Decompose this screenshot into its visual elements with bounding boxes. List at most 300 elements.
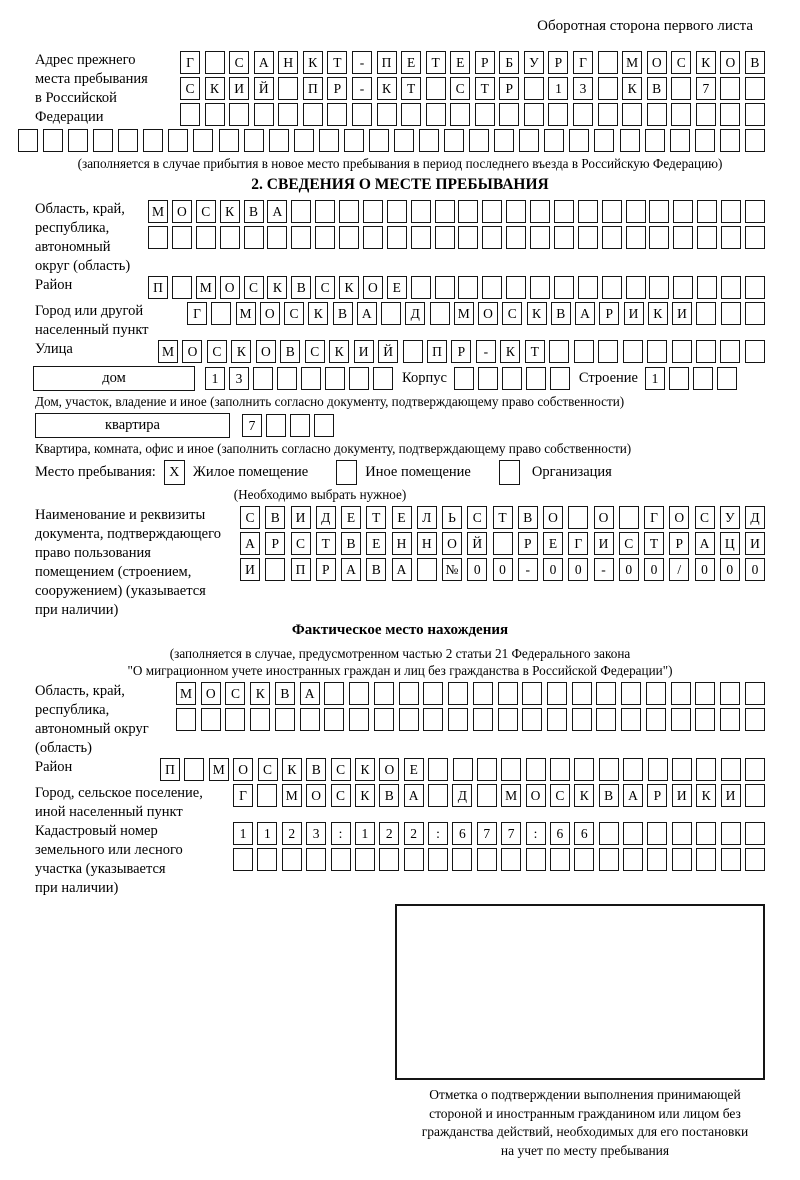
char-cell: 6 [550,822,570,845]
char-cell [645,129,665,152]
char-cell [469,129,489,152]
char-cell: Е [450,51,470,74]
label-line: автономный округ [35,721,149,737]
stroenie-label: Строение [578,370,638,386]
apartment-cells [242,414,334,437]
char-cell [596,708,616,731]
char-cell: М [282,784,302,807]
char-cell: В [366,558,386,581]
char-cell: - [476,340,496,363]
cadastre-row-2 [233,848,765,871]
section3-note [35,645,765,679]
char-cell [435,276,455,299]
char-cell: И [624,302,644,325]
char-cell: О [201,682,221,705]
char-cell [344,129,364,152]
char-cell [530,276,550,299]
house-cells [205,367,393,390]
document-block [35,506,765,620]
char-cell: К [303,51,323,74]
char-cell [598,77,618,100]
char-cell: Г [573,51,593,74]
char-cell: У [720,506,740,529]
char-cell [482,276,502,299]
char-cell [349,682,369,705]
confirmation-stamp-box [395,904,765,1080]
char-cell [522,708,542,731]
char-cell [244,226,264,249]
char-cell: М [148,200,168,223]
char-cell: М [158,340,178,363]
s3-district-label: Район [35,759,73,775]
char-cell [404,848,424,871]
char-cell [172,276,192,299]
char-cell [721,848,741,871]
char-cell: С [671,51,691,74]
char-cell: К [267,276,287,299]
label-line: Адрес прежнего [35,52,136,68]
s2-region-block [35,200,765,276]
char-cell [387,226,407,249]
char-cell: К [648,302,668,325]
char-cell [669,367,689,390]
label-line: Кадастровый номер [35,823,158,839]
char-cell [435,200,455,223]
prev-address-note: (заполняется в случае прибытия в новое место пребывания в период последнего въезда в Российскую Федерацию) [77,156,723,171]
char-cell: О [233,758,253,781]
char-cell [423,682,443,705]
char-cell [646,708,666,731]
char-cell: К [339,276,359,299]
char-cell [522,682,542,705]
char-cell [671,708,691,731]
char-cell [574,848,594,871]
char-cell [291,226,311,249]
char-cell [720,77,740,100]
char-cell: П [377,51,397,74]
char-cell: 2 [404,822,424,845]
char-cell: С [331,758,351,781]
char-cell [530,226,550,249]
label-line: населенный пункт [35,322,149,338]
char-cell [219,129,239,152]
char-cell: Т [316,532,336,555]
char-cell: Т [426,51,446,74]
char-cell [266,414,286,437]
char-cell: Д [316,506,336,529]
char-cell [205,103,225,126]
char-cell [399,682,419,705]
char-cell [745,200,765,223]
char-cell: Т [366,506,386,529]
char-cell: 7 [501,822,521,845]
char-cell [721,822,741,845]
char-cell [672,758,692,781]
char-cell [626,226,646,249]
char-cell: Р [327,77,347,100]
label-line: на учет по месту пребывания [500,1142,670,1158]
char-cell: И [594,532,614,555]
char-cell [623,340,643,363]
char-cell: О [182,340,202,363]
char-cell: С [240,506,260,529]
char-cell: 3 [306,822,326,845]
char-cell [745,103,765,126]
char-cell: С [331,784,351,807]
char-cell [324,682,344,705]
char-cell: К [622,77,642,100]
char-cell [526,758,546,781]
char-cell [498,708,518,731]
apartment-box-label: квартира [35,413,230,438]
char-cell [450,103,470,126]
char-cell: О [306,784,326,807]
char-cell: С [258,758,278,781]
char-cell [745,784,765,807]
stay-type-note: (Необходимо выбрать нужное) [233,487,407,502]
char-cell: Т [493,506,513,529]
label-line: республика, [35,220,110,236]
char-cell: 0 [720,558,740,581]
char-cell: И [672,302,692,325]
char-cell: Т [475,77,495,100]
char-cell: О [526,784,546,807]
char-cell [498,682,518,705]
char-cell: В [599,784,619,807]
char-cell: Й [254,77,274,100]
char-cell: А [575,302,595,325]
char-cell [720,103,740,126]
cadastre-row-1 [233,822,765,845]
char-cell [626,200,646,223]
char-cell [696,302,716,325]
char-cell [720,129,740,152]
char-cell [623,758,643,781]
char-cell [225,708,245,731]
char-cell [148,226,168,249]
char-cell: А [357,302,377,325]
cadastre-block [35,822,765,898]
char-cell [477,848,497,871]
char-cell [363,226,383,249]
char-cell: 0 [568,558,588,581]
char-cell [745,340,765,363]
char-cell [599,848,619,871]
char-cell [394,129,414,152]
char-cell: К [282,758,302,781]
char-cell: Е [341,506,361,529]
char-cell [549,340,569,363]
stay-type-option-other: Иное помещение [365,464,471,480]
char-cell [331,848,351,871]
prev-address-row-4 [18,129,765,152]
char-cell [745,226,765,249]
char-cell: Й [378,340,398,363]
char-cell [745,302,765,325]
char-cell [428,848,448,871]
char-cell [454,367,474,390]
char-cell [473,682,493,705]
char-cell: Ц [720,532,740,555]
char-cell [569,129,589,152]
label-line: Наименование и реквизиты [35,507,206,523]
char-cell [180,103,200,126]
label-line: иной населенный пункт [35,804,183,820]
s2-street-label: Улица [35,341,73,357]
char-cell [574,340,594,363]
char-cell [401,103,421,126]
char-cell [519,129,539,152]
char-cell [572,708,592,731]
prev-address-row-3 [180,103,765,126]
char-cell: Д [452,784,472,807]
char-cell [403,340,423,363]
char-cell: Т [525,340,545,363]
char-cell [458,276,478,299]
s3-region-row-1 [176,682,765,705]
char-cell: К [220,200,240,223]
char-cell: Р [599,302,619,325]
char-cell [524,103,544,126]
char-cell: С [502,302,522,325]
s2-region-cells [148,200,765,252]
char-cell [506,276,526,299]
char-cell: Б [499,51,519,74]
char-cell: Р [475,51,495,74]
char-cell [673,276,693,299]
char-cell [411,276,431,299]
char-cell: Н [392,532,412,555]
s3-region-label [35,682,176,758]
char-cell [745,129,765,152]
char-cell [596,682,616,705]
s3-region-block [35,682,765,758]
char-cell [696,848,716,871]
label-line: в Российской [35,90,117,106]
document-row-2 [240,532,765,555]
char-cell: У [524,51,544,74]
char-cell: М [176,682,196,705]
char-cell: Г [644,506,664,529]
char-cell: М [236,302,256,325]
char-cell: 1 [205,367,225,390]
char-cell [646,682,666,705]
char-cell: С [695,506,715,529]
char-cell: Е [392,506,412,529]
stay-type-label: Место пребывания: [35,464,156,480]
char-cell: П [303,77,323,100]
char-cell [598,340,618,363]
char-cell: Р [499,77,519,100]
char-cell: / [669,558,689,581]
char-cell [696,822,716,845]
char-cell: 7 [696,77,716,100]
char-cell [379,848,399,871]
char-cell: М [454,302,474,325]
char-cell [68,129,88,152]
label-line: помещением (строением, [35,564,192,580]
char-cell [448,682,468,705]
char-cell [574,758,594,781]
label-line: участка (указывается [35,861,166,877]
label-line: "О миграционном учете иностранных граждан и лиц без гражданства в Российской Федерации") [127,663,673,678]
char-cell [269,129,289,152]
char-cell [315,200,335,223]
char-cell: А [341,558,361,581]
char-cell [444,129,464,152]
char-cell [501,758,521,781]
char-cell [349,708,369,731]
char-cell [648,758,668,781]
char-cell: Г [180,51,200,74]
char-cell [647,822,667,845]
document-cells [240,506,765,584]
char-cell [554,226,574,249]
char-cell [369,129,389,152]
char-cell [572,682,592,705]
s2-city-block [35,302,765,340]
char-cell: С [180,77,200,100]
char-cell [355,848,375,871]
label-line: Область, край, [35,201,125,217]
char-cell [428,758,448,781]
label-line: земельного или лесного [35,842,183,858]
char-cell [417,558,437,581]
char-cell: П [148,276,168,299]
char-cell [671,77,691,100]
char-cell [244,129,264,152]
char-cell: В [244,200,264,223]
char-cell [626,276,646,299]
char-cell: В [341,532,361,555]
label-line: Отметка о подтверждении выполнения принимающей [429,1087,741,1102]
char-cell: Е [401,51,421,74]
char-cell: С [225,682,245,705]
char-cell: К [696,784,716,807]
char-cell: Р [518,532,538,555]
char-cell: С [284,302,304,325]
char-cell: К [377,77,397,100]
char-cell [554,276,574,299]
char-cell: М [501,784,521,807]
s2-region-row-1 [148,200,765,223]
char-cell: 3 [573,77,593,100]
cadastre-label [35,822,233,898]
char-cell: Ь [442,506,462,529]
char-cell [430,302,450,325]
document-label [35,506,240,620]
char-cell [428,784,448,807]
prev-address-row-1 [180,51,765,74]
char-cell [672,340,692,363]
char-cell: С [291,532,311,555]
prev-address-label [35,51,180,127]
char-cell: 0 [467,558,487,581]
char-cell: 3 [229,367,249,390]
char-cell: Р [647,784,667,807]
label-line: Город, сельское поселение, [35,785,203,801]
char-cell [339,200,359,223]
char-cell: В [291,276,311,299]
char-cell: А [695,532,715,555]
char-cell [452,848,472,871]
char-cell [339,226,359,249]
char-cell [745,848,765,871]
char-cell [306,848,326,871]
char-cell: С [207,340,227,363]
char-cell [502,367,522,390]
char-cell [278,77,298,100]
char-cell: А [254,51,274,74]
char-cell: С [450,77,470,100]
char-cell: П [291,558,311,581]
char-cell [381,302,401,325]
apartment-note: Квартира, комната, офис и иное (заполнить согласно документу, подтверждающему право собственности) [35,441,632,456]
char-cell: И [672,784,692,807]
char-cell [598,51,618,74]
char-cell [568,506,588,529]
char-cell: К [355,758,375,781]
char-cell: С [305,340,325,363]
stay-type-option-residential: Жилое помещение [192,464,309,480]
char-cell: С [619,532,639,555]
char-cell [673,200,693,223]
char-cell: И [745,532,765,555]
char-cell: : [428,822,448,845]
char-cell [621,708,641,731]
char-cell [696,103,716,126]
label-line: Область, край, [35,683,125,699]
stay-type-checkbox-other [336,460,357,485]
house-row [33,366,765,391]
char-cell [578,200,598,223]
stamp-caption [365,1086,800,1160]
char-cell: А [404,784,424,807]
char-cell [721,200,741,223]
char-cell: : [526,822,546,845]
char-cell: Р [265,532,285,555]
char-cell: Т [327,51,347,74]
char-cell: 7 [477,822,497,845]
s2-city-label [35,302,187,340]
char-cell: С [467,506,487,529]
char-cell [720,708,740,731]
char-cell [314,414,334,437]
char-cell [458,200,478,223]
char-cell [377,103,397,126]
korpus-label: Корпус [402,370,447,386]
char-cell [693,367,713,390]
char-cell: С [315,276,335,299]
char-cell [745,822,765,845]
char-cell: 0 [493,558,513,581]
prev-address-block [35,51,765,129]
char-cell: 6 [452,822,472,845]
label-line: автономный [35,239,111,255]
char-cell: О [256,340,276,363]
char-cell [118,129,138,152]
section2-title: 2. СВЕДЕНИЯ О МЕСТЕ ПРЕБЫВАНИЯ [251,176,549,193]
char-cell [493,532,513,555]
char-cell: Л [417,506,437,529]
char-cell [621,682,641,705]
char-cell [499,103,519,126]
char-cell: Н [278,51,298,74]
char-cell: Р [316,558,336,581]
char-cell [453,758,473,781]
char-cell [254,103,274,126]
char-cell [721,758,741,781]
